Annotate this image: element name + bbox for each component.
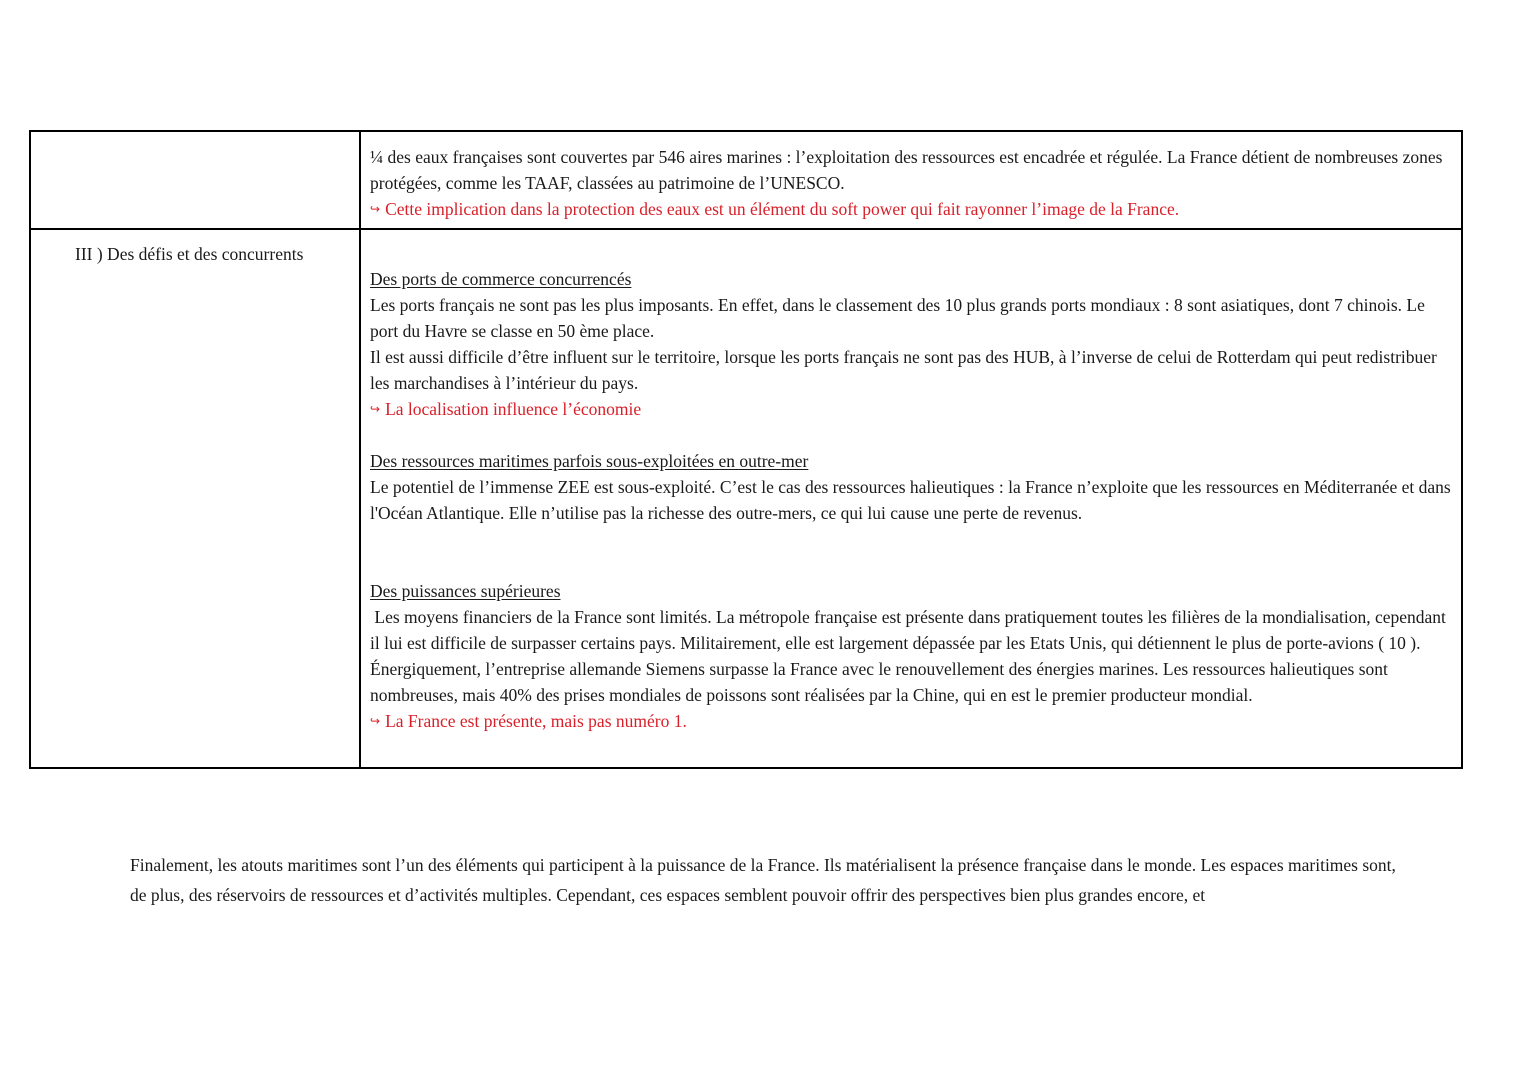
section-powers <box>370 578 1451 734</box>
row-1-paragraph: ¼ des eaux françaises sont couvertes par 546 aires marines : l’exploitation des ressources est encadrée et régulée. La France détient de nombreuses zones protégées, comme les TAAF, classées au patrimoine de l’UNESCO. <box>370 147 1443 193</box>
resources-paragraph: Le potentiel de l’immense ZEE est sous-exploité. C’est le cas des ressources halieutiques : la France n’exploite que les ressources en Méditerranée et dans l'Océan Atlantique. Elle n’utilise pas la richesse des outre-mers, ce qui lui cause une perte de revenus. <box>370 477 1451 523</box>
ports-paragraph-2: Il est aussi difficile d’être influent sur le territoire, lorsque les ports français ne sont pas des HUB, à l’inverse de celui de Rotterdam qui peut redistribuer les marchandises à l’intérieur du pays. <box>370 347 1437 393</box>
section-title: III ) Des défis et des concurrents <box>75 244 304 264</box>
resources-heading: Des ressources maritimes parfois sous-exploitées en outre-mer <box>370 451 809 471</box>
ports-paragraph-1: Les ports français ne sont pas les plus imposants. En effet, dans le classement des 10 plus grands ports mondiaux : 8 sont asiatiques, dont 7 chinois. Le port du Havre se classe en 50 ème place. <box>370 295 1425 341</box>
section-ports <box>370 266 1451 422</box>
table-row-1 <box>31 132 1461 230</box>
row-1-note <box>370 196 1451 222</box>
ports-heading: Des ports de commerce concurrencés <box>370 269 632 289</box>
arrow-icon: ↪ <box>370 714 381 728</box>
section-resources <box>370 448 1451 526</box>
row-1-content <box>370 144 1451 222</box>
powers-note-text: La France est présente, mais pas numéro 1. <box>385 711 687 731</box>
powers-heading: Des puissances supérieures <box>370 581 561 601</box>
ports-note-text: La localisation influence l’économie <box>385 399 642 419</box>
conclusion-text: Finalement, les atouts maritimes sont l’un des éléments qui participent à la puissance de la France. Ils matérialisent la présence française dans le monde. Les espaces maritimes sont, de plus, des réservoirs de ressources et d’activités multiples. Cependant, ces espaces semblent pouvoir offrir des perspectives bien plus grandes encore, et <box>130 855 1396 905</box>
powers-paragraph: Les moyens financiers de la France sont limités. La métropole française est présente dans pratiquement toutes les filières de la mondialisation, cependant il lui est difficile de surpasser certains pays. Militairement, elle est largement dépassée par les Etats Unis, qui détiennent le plus de porte-avions ( 10 ). Énergiquement, l’entreprise allemande Siemens surpasse la France avec le renouvellement des énergies marines. Les ressources halieutiques sont nombreuses, mais 40% des prises mondiales de poissons sont réalisées par la Chine, qui en est le premier producteur mondial. <box>370 607 1451 705</box>
powers-note <box>370 708 1451 734</box>
ports-note <box>370 396 1451 422</box>
row-1-note-text: Cette implication dans la protection des eaux est un élément du soft power qui fait rayonner l’image de la France. <box>385 199 1180 219</box>
conclusion-paragraph <box>130 850 1400 910</box>
table-row-2 <box>31 230 1461 767</box>
arrow-icon: ↪ <box>370 202 381 216</box>
document-table <box>29 130 1463 769</box>
arrow-icon: ↪ <box>370 402 381 416</box>
